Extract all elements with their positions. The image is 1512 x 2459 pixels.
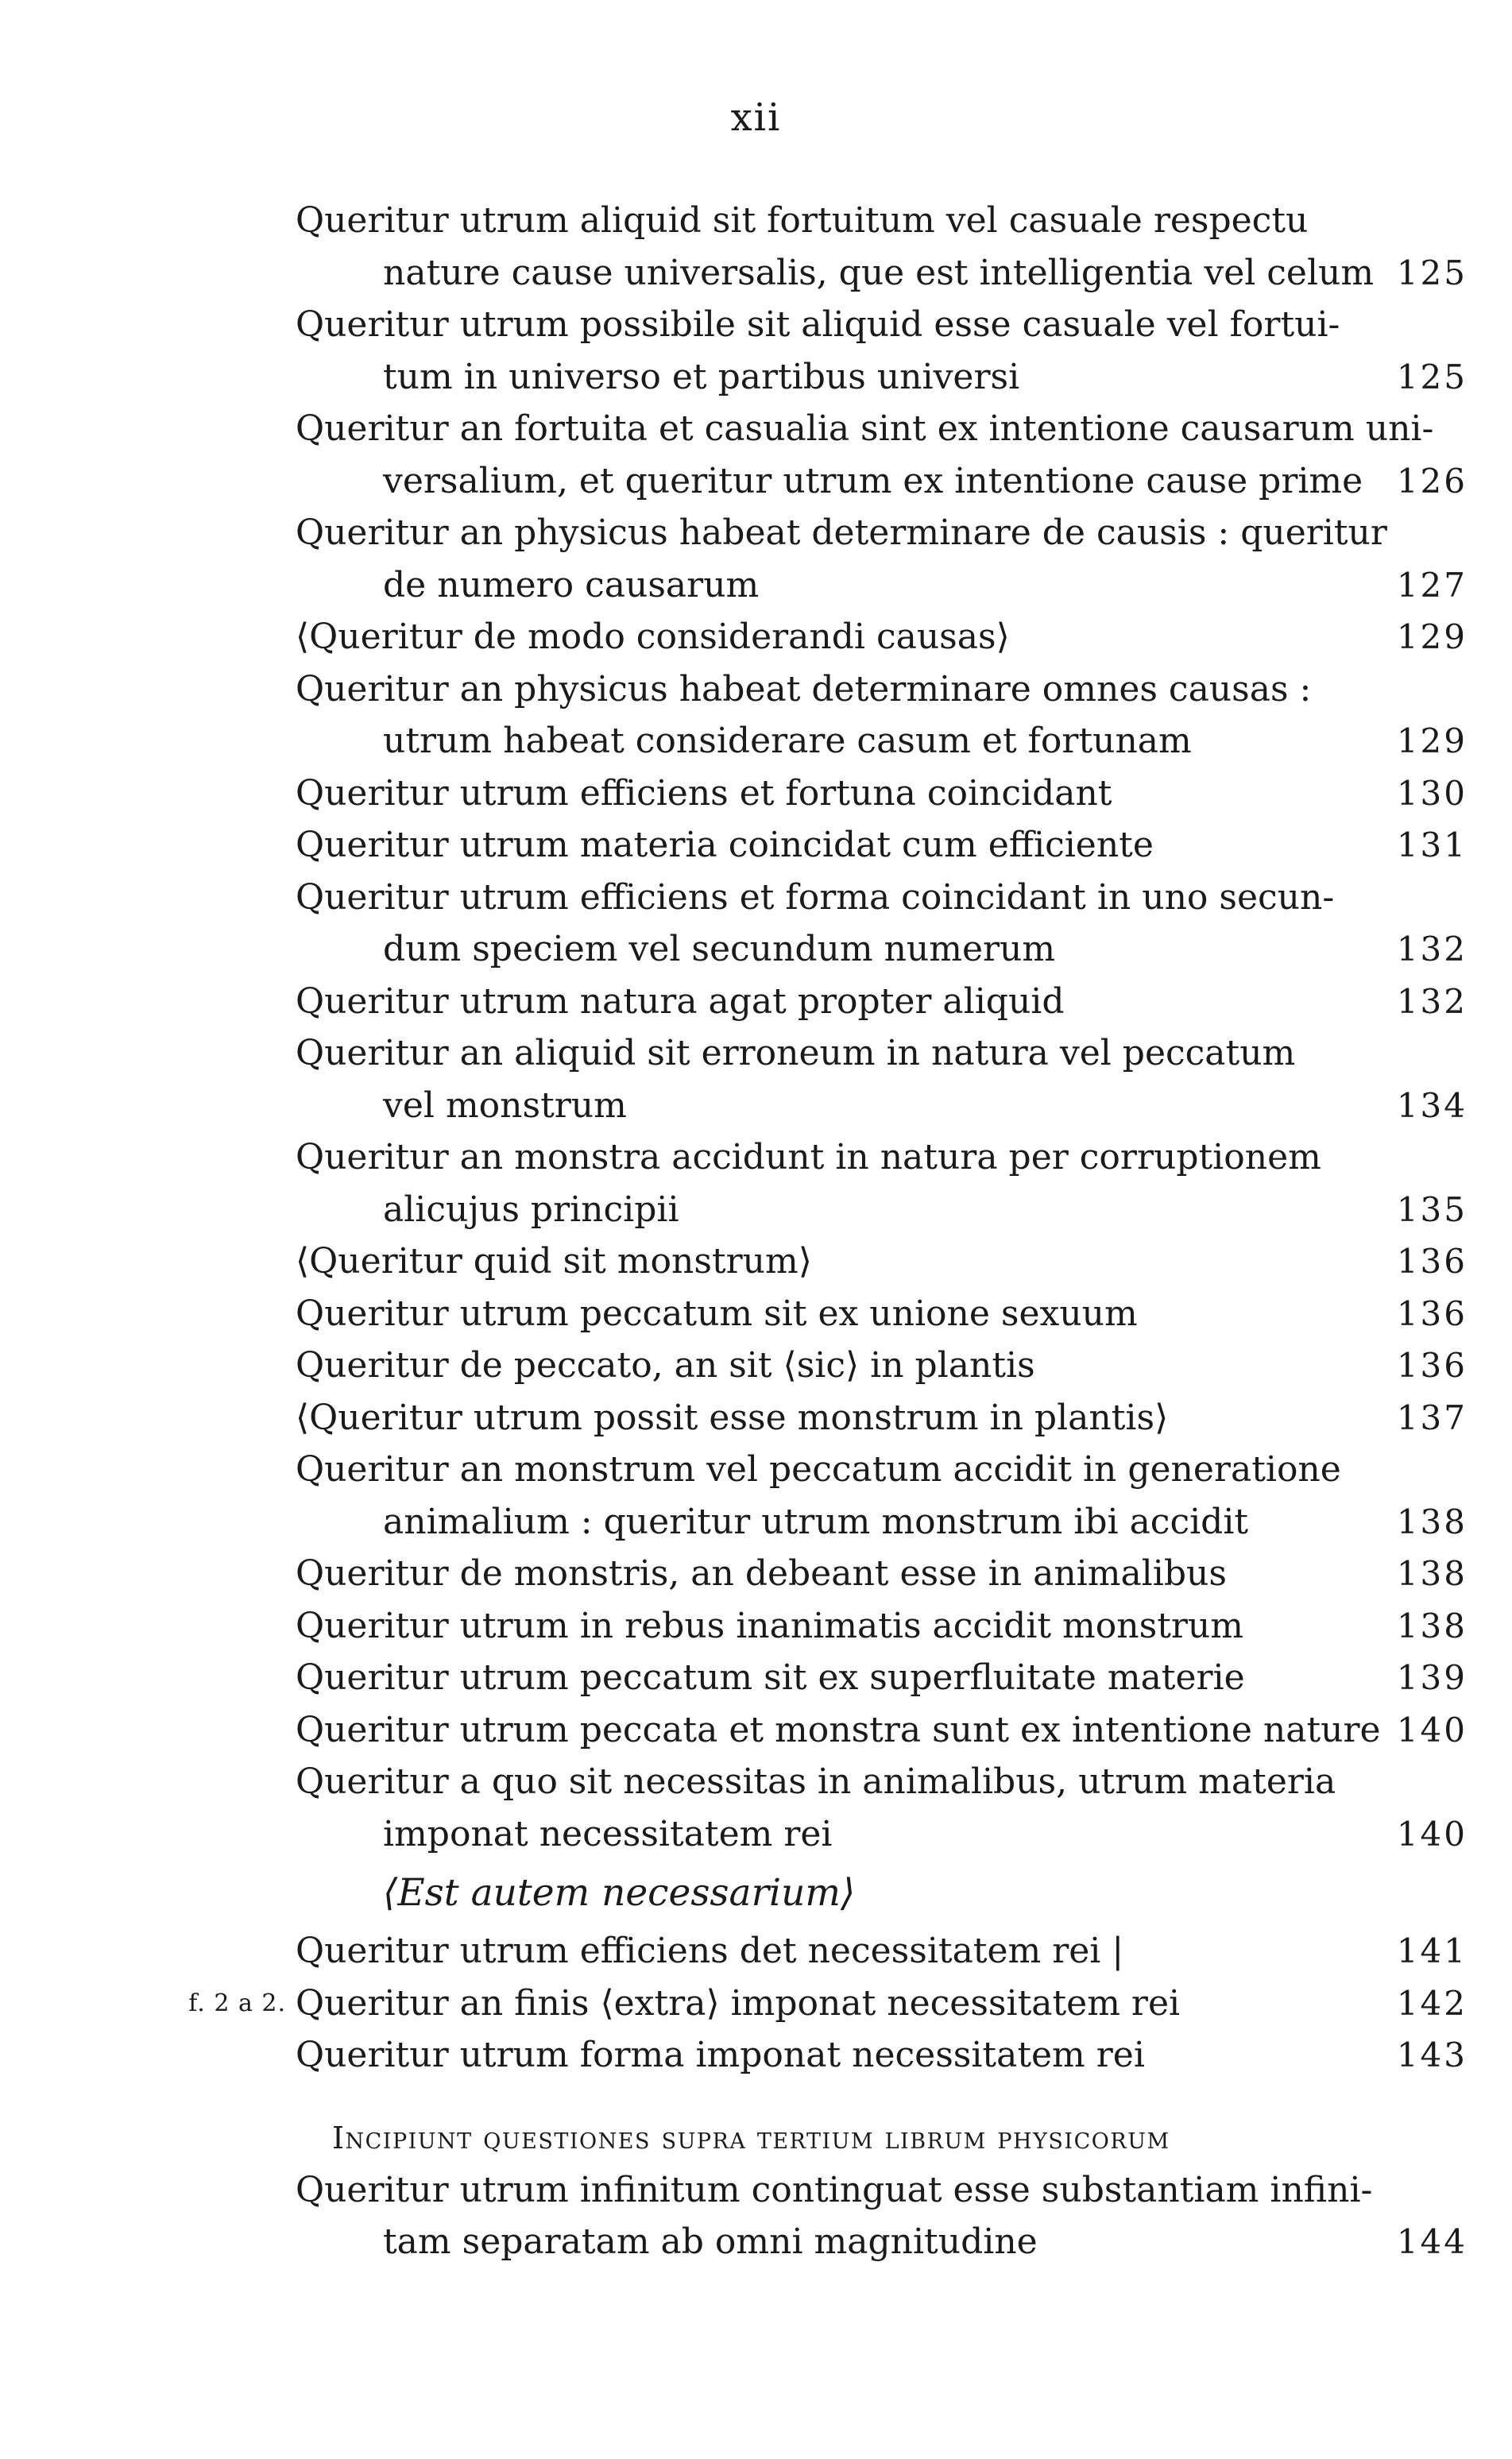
toc-entry: [296, 1652, 1468, 1704]
toc-page-number: 135: [1396, 1189, 1468, 1229]
toc-entry-line: [296, 559, 1468, 612]
toc-entry-text: Queritur utrum efficiens et fortuna coincidant: [296, 772, 1112, 814]
toc-entry-line: [296, 1288, 1468, 1340]
toc-page-number: 139: [1396, 1658, 1468, 1697]
toc-entry-text: imponat necessitatem rei: [383, 1813, 833, 1854]
toc-page-number: 126: [1396, 461, 1468, 501]
toc-entries-group-2: [188, 1925, 1468, 2082]
toc-entry-line: [296, 1756, 1468, 1808]
toc-entry-text: nature cause universalis, que est intelligentia vel celum: [383, 252, 1375, 293]
toc-entry: [188, 1978, 1468, 2030]
toc-entry: [296, 1027, 1468, 1131]
toc-entry-line: [296, 247, 1468, 300]
toc-entry-line: [296, 715, 1468, 767]
toc-page-number: 138: [1396, 1606, 1468, 1645]
toc-entry: [296, 1756, 1468, 1860]
table-of-contents: [188, 195, 1468, 2268]
toc-entry-line: [296, 1080, 1468, 1132]
toc-entry-line: [296, 1235, 1468, 1288]
toc-entry-line: [296, 1704, 1468, 1757]
toc-page-number: 127: [1396, 565, 1468, 605]
toc-entry-line: [296, 767, 1468, 820]
toc-entry-line: [296, 1027, 1468, 1080]
toc-entry-text: ⟨Queritur quid sit monstrum⟩: [296, 1241, 812, 1282]
toc-page-number: 140: [1396, 1814, 1468, 1854]
toc-entry: [296, 663, 1468, 767]
toc-entry-text: animalium : queritur utrum monstrum ibi accidit: [383, 1501, 1249, 1542]
toc-page-number: 140: [1396, 1710, 1468, 1750]
toc-page-number: 143: [1396, 2036, 1468, 2074]
toc-entry: [296, 767, 1468, 820]
toc-entry-line: [296, 976, 1468, 1028]
toc-entry-text: Queritur an physicus habeat determinare de causis : queritur: [296, 512, 1387, 553]
toc-page-number: 132: [1396, 981, 1468, 1021]
toc-entry: [296, 1704, 1468, 1757]
toc-entry-line: [296, 507, 1468, 559]
toc-entry-text: Queritur utrum efficiens det necessitatem rei |: [296, 1931, 1124, 1971]
toc-entry-line: [296, 2216, 1468, 2268]
toc-entry-line: [296, 2164, 1468, 2217]
toc-entry: [296, 819, 1468, 872]
toc-entry-text: ⟨Queritur de modo considerandi causas⟩: [296, 617, 1010, 657]
toc-entry-text: Queritur utrum aliquid sit fortuitum vel casuale respectu: [296, 200, 1309, 241]
subheading: ⟨Est autem necessarium⟩: [383, 1871, 856, 1915]
toc-entry-text: Queritur utrum materia coincidat cum efficiente: [296, 825, 1154, 865]
toc-page-number: 136: [1396, 1346, 1468, 1385]
toc-entry: [296, 1340, 1468, 1392]
section-gap: [296, 2082, 1468, 2112]
toc-entry-line: [296, 1496, 1468, 1548]
toc-entry-line: [296, 195, 1468, 247]
toc-entry: [296, 1131, 1468, 1235]
toc-entry-line: [296, 663, 1468, 716]
toc-entry-line: [296, 1808, 1468, 1861]
toc-entry-line: [296, 2029, 1468, 2082]
toc-entry: [296, 1600, 1468, 1653]
toc-entry: [296, 976, 1468, 1028]
toc-page-number: 142: [1396, 1983, 1468, 2023]
toc-page-number: 129: [1396, 721, 1468, 760]
toc-page-number: 131: [1396, 825, 1468, 864]
toc-page-number: 129: [1396, 617, 1468, 656]
toc-page-number: 132: [1396, 930, 1468, 969]
toc-entry-line: [296, 351, 1468, 404]
toc-entry-line: [296, 819, 1468, 872]
toc-entry-text: utrum habeat considerare casum et fortunam: [383, 721, 1192, 761]
toc-entry: [296, 611, 1468, 663]
toc-entry-text: alicujus principii: [383, 1189, 679, 1230]
toc-entry-line: [296, 1600, 1468, 1653]
toc-page-number: 125: [1396, 253, 1468, 292]
toc-entry: [296, 1235, 1468, 1288]
toc-entry-line: [296, 1652, 1468, 1704]
toc-entry: [296, 1444, 1468, 1548]
toc-entry: [296, 403, 1468, 507]
toc-entry-text: vel monstrum: [383, 1085, 627, 1126]
toc-page-number: 125: [1396, 357, 1468, 396]
toc-entry-line: [296, 1340, 1468, 1392]
toc-entry: [296, 1392, 1468, 1444]
toc-entry-text: Queritur an aliquid sit erroneum in natura vel peccatum: [296, 1033, 1296, 1073]
toc-entry-line: [296, 1392, 1468, 1444]
toc-entry: [296, 195, 1468, 299]
toc-entry-text: Queritur utrum in rebus inanimatis accidit monstrum: [296, 1605, 1243, 1646]
toc-entry-text: Queritur de monstris, an debeant esse in animalibus: [296, 1553, 1227, 1594]
toc-entry-text: Queritur an physicus habeat determinare omnes causas :: [296, 668, 1312, 709]
toc-entry: [296, 1548, 1468, 1600]
toc-entry-text: Queritur utrum peccatum sit ex superfluitate materie: [296, 1657, 1245, 1698]
toc-entry-text: versalium, et queritur utrum ex intentione cause prime: [383, 460, 1363, 501]
toc-entry-line: [296, 1131, 1468, 1184]
toc-entry: [296, 507, 1468, 611]
toc-entry-line: [296, 1548, 1468, 1600]
folio-margin-note: f. 2 a 2.: [188, 1989, 286, 2017]
toc-page-number: 141: [1396, 1931, 1468, 1970]
toc-entry-line: [188, 1978, 1468, 2030]
toc-entry-text: Queritur utrum natura agat propter aliquid: [296, 980, 1065, 1022]
toc-entry-line: [296, 403, 1468, 455]
toc-entry-text: Queritur an monstra accidunt in natura per corruptionem: [296, 1137, 1321, 1177]
toc-entry-text: Queritur utrum infinitum continguat esse substantiam infini-: [296, 2169, 1373, 2210]
toc-entry-text: tam separatam ab omni magnitudine: [383, 2221, 1038, 2262]
toc-page-number: 136: [1396, 1242, 1468, 1281]
toc-entry: [296, 2029, 1468, 2082]
toc-entry: [296, 2164, 1468, 2268]
toc-entry: [296, 1925, 1468, 1978]
toc-entry-text: Queritur an fortuita et casualia sint ex intentione causarum uni-: [296, 408, 1434, 449]
toc-entry-text: de numero causarum: [383, 564, 760, 605]
toc-entry-text: Queritur utrum efficiens et forma coincidant in uno secun-: [296, 876, 1335, 918]
toc-entry-text: Queritur de peccato, an sit ⟨sic⟩ in plantis: [296, 1345, 1035, 1386]
toc-entry-text: Queritur an monstrum vel peccatum accidit in generatione: [296, 1449, 1341, 1490]
toc-page-number: 138: [1396, 1502, 1468, 1541]
toc-entry-line: [296, 1184, 1468, 1236]
toc-page-number: 138: [1396, 1554, 1468, 1593]
toc-entries-group-3: [296, 2164, 1468, 2268]
toc-entry-line: [296, 923, 1468, 976]
toc-entry-text: Queritur utrum peccatum sit ex unione sexuum: [296, 1293, 1138, 1334]
toc-entries-group-1: [296, 195, 1468, 1860]
toc-entry-line: [296, 611, 1468, 663]
toc-entry: [296, 299, 1468, 403]
toc-entry-text: Queritur utrum possibile sit aliquid esse casuale vel fortui-: [296, 304, 1340, 345]
toc-entry-text: Queritur utrum forma imponat necessitatem rei: [296, 2035, 1145, 2075]
toc-page-number: 130: [1396, 773, 1468, 813]
toc-page-number: 144: [1396, 2222, 1468, 2261]
toc-entry-line: [296, 872, 1468, 924]
toc-entry-text: dum speciem vel secundum numerum: [383, 929, 1056, 969]
toc-entry-line: [296, 1444, 1468, 1496]
toc-entry-line: [296, 1925, 1468, 1978]
toc-page-number: 134: [1396, 1085, 1468, 1125]
toc-entry-text: ⟨Queritur utrum possit esse monstrum in plantis⟩: [296, 1397, 1169, 1438]
toc-page-number: 136: [1396, 1293, 1468, 1333]
toc-entry-text: Queritur a quo sit necessitas in animalibus, utrum materia: [296, 1761, 1336, 1802]
toc-entry-line: [296, 299, 1468, 351]
toc-entry-text: tum in universo et partibus universi: [383, 356, 1020, 397]
toc-entry: [296, 1288, 1468, 1340]
toc-entry-line: [296, 455, 1468, 508]
toc-page-number: 137: [1396, 1398, 1468, 1437]
toc-entry: [296, 872, 1468, 976]
page-number: xii: [730, 95, 782, 140]
toc-entry-text: Queritur an finis ⟨extra⟩ imponat necessitatem rei: [296, 1982, 1181, 2024]
section-heading: Incipiunt questiones supra tertium librum physicorum: [332, 2120, 1170, 2155]
toc-entry-text: Queritur utrum peccata et monstra sunt ex intentione nature: [296, 1709, 1381, 1750]
